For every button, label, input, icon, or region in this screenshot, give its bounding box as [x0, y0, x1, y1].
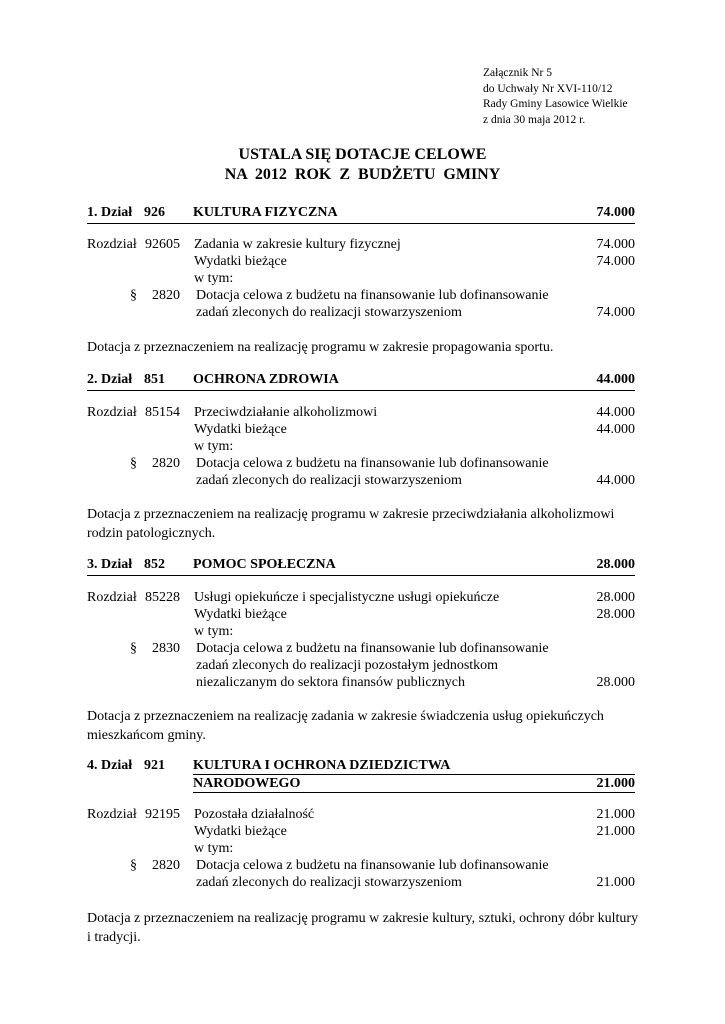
annex-line: Załącznik Nr 5: [483, 67, 552, 79]
paragraph-number: 2820: [152, 858, 180, 873]
section-name: NARODOWEGO: [193, 776, 301, 791]
rozdzial-label: Rozdział: [87, 590, 137, 605]
section-note: Dotacja z przeznaczeniem na realizację programu w zakresie przeciwdziałania alkoholizmowi rodzin patologicznych.: [87, 507, 615, 541]
wydatki-amount: 21.000: [596, 824, 635, 839]
section-heading: [87, 203, 635, 224]
rozdzial-name: Przeciwdziałanie alkoholizmowi: [194, 405, 378, 420]
section-heading: [87, 370, 635, 391]
section-note: Dotacja z przeznaczeniem na realizację programu w zakresie kultury, sztuki, ochrony dóbr kultury i tradycji.: [87, 911, 639, 945]
paragraph-text: Dotacja celowa z budżetu na finansowanie lub dofinansowanie: [196, 456, 549, 471]
rozdzial-name: Zadania w zakresie kultury fizycznej: [194, 237, 401, 252]
underline: [193, 792, 635, 793]
paragraph-amount: 74.000: [596, 305, 635, 320]
w-tym-label: w tym:: [194, 439, 234, 454]
annex-line: do Uchwały Nr XVI-110/12: [483, 82, 613, 95]
rozdzial-name: Pozostała działalność: [194, 807, 315, 822]
paragraph-number: 2820: [152, 288, 180, 303]
paragraph-amount: 44.000: [596, 473, 635, 488]
rozdzial-number: 85154: [145, 405, 180, 420]
annex-line: z dnia 30 maja 2012 r.: [483, 113, 586, 126]
paragraph-number: 2820: [152, 456, 180, 471]
w-tym-label: w tym:: [194, 624, 234, 639]
paragraph-text: Dotacja celowa z budżetu na finansowanie lub dofinansowanie: [196, 288, 549, 303]
section-label: 4. Dział: [87, 758, 133, 773]
wydatki-amount: 44.000: [596, 422, 635, 437]
paragraph-text: zadań zleconych do realizacji stowarzyszeniom: [196, 473, 462, 488]
rozdzial-amount: 74.000: [596, 237, 635, 252]
section-label: 3. Dział: [87, 557, 133, 572]
wydatki-amount: 74.000: [596, 254, 635, 269]
paragraph-text: zadań zleconych do realizacji pozostałym jednostkom: [196, 658, 499, 673]
rozdzial-number: 92195: [145, 807, 180, 822]
page-title: USTALA SIĘ DOTACJE CELOWE: [238, 146, 487, 163]
section-number: 852: [144, 557, 165, 572]
paragraph-amount: 21.000: [596, 875, 635, 890]
annex-header: [483, 66, 628, 128]
paragraph-text: Dotacja celowa z budżetu na finansowanie lub dofinansowanie: [196, 858, 549, 873]
paragraph-text: Dotacja celowa z budżetu na finansowanie lub dofinansowanie: [196, 641, 549, 656]
paragraph-sign: §: [130, 858, 137, 873]
section-number: 921: [144, 758, 165, 773]
section-name: OCHRONA ZDROWIA: [193, 372, 339, 387]
paragraph-number: 2830: [152, 641, 180, 656]
section-amount: 21.000: [596, 776, 635, 791]
rozdzial-label: Rozdział: [87, 405, 137, 420]
rozdzial-amount: 28.000: [596, 590, 635, 605]
page-subtitle: NA 2012 ROK Z BUDŻETU GMINY: [224, 166, 501, 183]
annex-line: Rady Gminy Lasowice Wielkie: [483, 98, 628, 110]
rozdzial-number: 92605: [145, 237, 180, 252]
section-number: 851: [144, 372, 165, 387]
paragraph-text: niezaliczanym do sektora finansów publicznych: [196, 675, 466, 690]
paragraph-text: zadań zleconych do realizacji stowarzyszeniom: [196, 305, 462, 320]
underline: [193, 774, 635, 775]
rozdzial-name: Usługi opiekuńcze i specjalistyczne usługi opiekuńcze: [194, 590, 500, 605]
rozdzial-label: Rozdział: [87, 237, 137, 252]
section-name: POMOC SPOŁECZNA: [193, 557, 336, 572]
wydatki-label: Wydatki bieżące: [194, 254, 287, 269]
section-amount: 28.000: [596, 557, 635, 572]
section-amount: 44.000: [596, 372, 635, 387]
section-label: 1. Dział: [87, 205, 133, 220]
section-note: Dotacja z przeznaczeniem na realizację zadania w zakresie świadczenia usług opiekuńczych mieszkańcom gminy.: [87, 709, 604, 743]
wydatki-amount: 28.000: [596, 607, 635, 622]
w-tym-label: w tym:: [194, 271, 234, 286]
section-amount: 74.000: [596, 205, 635, 220]
section-label: 2. Dział: [87, 372, 133, 387]
paragraph-text: zadań zleconych do realizacji stowarzyszeniom: [196, 875, 462, 890]
paragraph-sign: §: [130, 641, 137, 656]
section-heading: [87, 555, 635, 576]
wydatki-label: Wydatki bieżące: [194, 607, 287, 622]
paragraph-sign: §: [130, 456, 137, 471]
section-name: KULTURA FIZYCZNA: [193, 205, 338, 220]
paragraph-amount: 28.000: [596, 675, 635, 690]
rozdzial-amount: 21.000: [596, 807, 635, 822]
section-note: Dotacja z przeznaczeniem na realizację programu w zakresie propagowania sportu.: [87, 340, 554, 355]
wydatki-label: Wydatki bieżące: [194, 824, 287, 839]
section-name: KULTURA I OCHRONA DZIEDZICTWA: [193, 758, 451, 773]
rozdzial-amount: 44.000: [596, 405, 635, 420]
paragraph-sign: §: [130, 288, 137, 303]
wydatki-label: Wydatki bieżące: [194, 422, 287, 437]
w-tym-label: w tym:: [194, 841, 234, 856]
section-number: 926: [144, 205, 165, 220]
rozdzial-number: 85228: [145, 590, 180, 605]
rozdzial-label: Rozdział: [87, 807, 137, 822]
